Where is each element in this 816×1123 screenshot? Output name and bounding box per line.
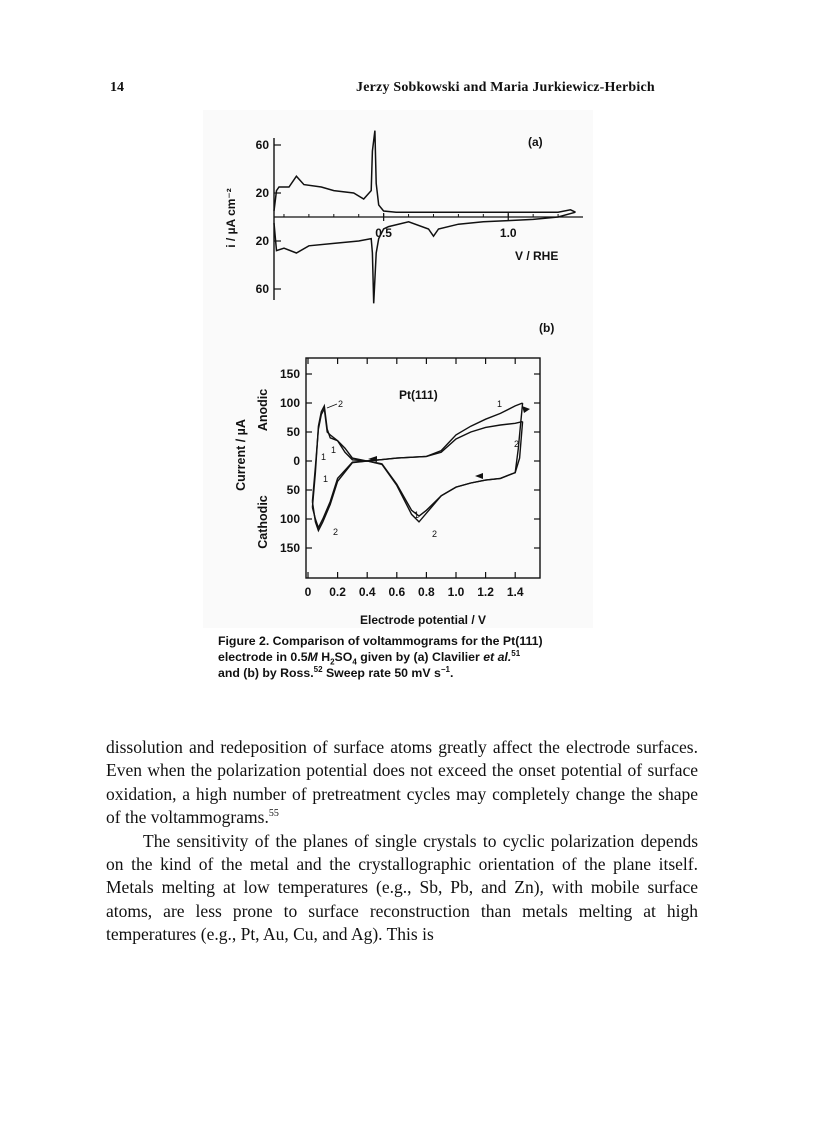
panel-b-xlabel: Electrode potential / V	[359, 613, 487, 627]
caption-text: electrode in 0.5	[218, 650, 308, 664]
panel-a-y-tick-label: 60	[255, 138, 269, 152]
curve-number-label: 1	[321, 452, 327, 462]
curve-number-label: 1	[414, 510, 420, 520]
panel-a	[224, 131, 583, 304]
panel-b-x-tick-label: 1.4	[506, 585, 524, 599]
panel-b	[234, 321, 554, 627]
caption-text: SO	[334, 650, 353, 664]
caption-text: given by (a) Clavilier	[356, 650, 484, 664]
caption-text: and (b) by Ross.	[218, 666, 314, 680]
caption-text: M	[307, 650, 318, 664]
panel-a-ylabel: i / µA cm⁻²	[224, 188, 238, 248]
panel-b-curve-2-anodic	[312, 409, 522, 502]
panel-a-y-tick-label: 20	[255, 186, 269, 200]
curve-number-label: 2	[514, 439, 520, 449]
caption-text: et al.	[483, 650, 512, 664]
panel-a-x-tick-label: 1.0	[499, 226, 517, 240]
caption-text: Sweep rate 50 mV s	[322, 666, 441, 680]
arrow-marker	[475, 473, 483, 479]
caption-text: .	[449, 666, 454, 680]
panel-b-curve-1-anodic	[312, 403, 522, 507]
curve-number-label: 2	[333, 527, 339, 537]
panel-b-x-tick-label: 0	[304, 585, 312, 599]
leader-line	[327, 404, 337, 408]
panel-a-y-tick-label: 60	[255, 282, 269, 296]
paragraph-text: dissolution and redeposition of surface atoms greatly affect the electrode surfaces. Even when the polarization potential does not exceed the onset potential of surface oxidation, a high number of pretreatment cycles may completely change the shape of the voltammograms.	[106, 737, 698, 828]
panel-b-y-tick-label: 50	[286, 425, 300, 439]
paragraph	[106, 830, 698, 947]
arrow-marker	[522, 406, 530, 413]
panel-b-y-tick-label: 150	[279, 541, 300, 555]
figure-caption	[218, 633, 608, 681]
panel-b-y-tick-label: 0	[293, 454, 300, 468]
caption-superscript: −1	[440, 664, 450, 674]
paragraph-text: The sensitivity of the planes of single crystals to cyclic polarization depends on the kind of the metal and the crystallographic orientation of the plane itself. Metals melting at low temperatures (e.g., Sb, Pb, and Zn), with mobile surface atoms, are less prone to surface reconstruction than metals melting at high temperatures (e.g., Pt, Au, Cu, and Ag). This is	[106, 830, 698, 945]
curve-number-label: 1	[497, 399, 503, 409]
page-number: 14	[110, 80, 124, 95]
figure-2	[203, 110, 593, 628]
panel-b-curve-1-cathodic	[312, 403, 522, 528]
running-header-authors: Jerzy Sobkowski and Maria Jurkiewicz-Herbich	[356, 80, 655, 95]
figure-caption-label: Figure 2.	[218, 634, 270, 648]
curve-number-label: 2	[338, 399, 344, 409]
panel-b-title: Pt(111)	[399, 388, 438, 402]
panel-b-x-tick-label: 0.6	[388, 585, 406, 599]
panel-b-y-tick-label: 150	[279, 367, 300, 381]
panel-b-x-tick-label: 0.4	[358, 585, 376, 599]
caption-text: H	[317, 650, 331, 664]
panel-b-ylabel: Current / µA	[234, 419, 248, 491]
panel-b-y-tick-label: 50	[286, 483, 300, 497]
panel-a-x-tick-label: 0.5	[375, 226, 392, 240]
panel-b-y-tick-label: 100	[279, 512, 300, 526]
caption-text: Comparison of voltammograms for the Pt(111)	[269, 634, 543, 648]
figure-2-plots	[203, 110, 593, 628]
curve-number-label: 1	[323, 474, 329, 484]
curve-number-label: 2	[432, 529, 438, 539]
caption-citation: 51	[511, 648, 521, 658]
panel-b-x-tick-label: 1.0	[447, 585, 465, 599]
panel-b-curve-labels	[321, 399, 519, 539]
panel-b-label: (b)	[539, 321, 555, 335]
panel-b-x-tick-label: 0.2	[329, 585, 346, 599]
caption-subscript: 4	[352, 657, 357, 667]
body-text	[106, 736, 698, 947]
panel-a-xlabel: V / RHE	[515, 249, 559, 263]
panel-b-cathodic-label: Cathodic	[256, 495, 270, 549]
panel-b-x-tick-label: 1.2	[477, 585, 494, 599]
paragraph	[106, 736, 698, 830]
citation-superscript: 55	[268, 808, 279, 820]
panel-a-label: (a)	[528, 135, 543, 149]
panel-b-y-tick-label: 100	[279, 396, 300, 410]
panel-b-anodic-label: Anodic	[256, 388, 270, 432]
caption-subscript: 2	[330, 657, 335, 667]
panel-a-y-tick-label: 20	[255, 234, 269, 248]
caption-citation: 52	[313, 664, 323, 674]
curve-number-label: 1	[331, 445, 337, 455]
panel-b-x-tick-label: 0.8	[418, 585, 435, 599]
